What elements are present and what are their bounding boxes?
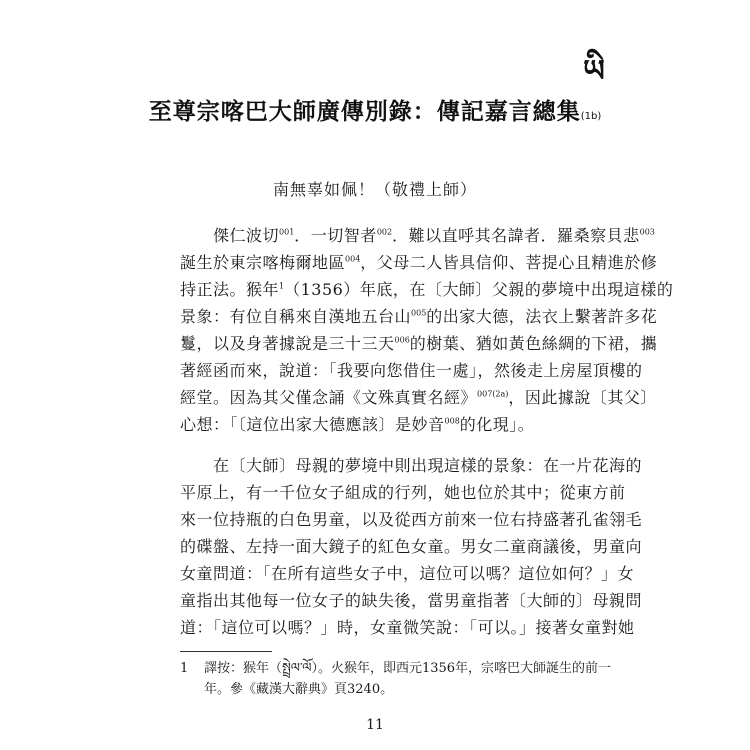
text-line (180, 614, 635, 641)
footnote-marker: 008 (444, 416, 460, 426)
text-line (180, 276, 674, 303)
text-line (180, 411, 580, 438)
footnote-marker: 005 (411, 308, 427, 318)
footnote-marker: 002 (376, 227, 393, 237)
text-run: 傑仁波切 (180, 226, 280, 245)
text-run: 經堂。因為其父僅念誦《文殊真實名經》 (180, 388, 478, 407)
text-run: 誕生於東宗喀梅爾地區 (180, 253, 346, 272)
text-line (180, 222, 655, 249)
text-line (180, 587, 643, 614)
footnote-rule (180, 651, 272, 652)
page-number: 11 (366, 717, 384, 733)
text-run: 心想：「〔這位出家大德應該〕是妙音 (180, 415, 445, 434)
text-line (180, 357, 643, 384)
corner-mark: ཡི (583, 54, 602, 89)
paragraph-2 (180, 452, 643, 641)
text-run: 的樹葉、猶如黃色絲綢的下裙，攜 (409, 334, 658, 353)
footnote-line: 譯按：猴年（སྤྲེལ་ལོ）。火猴年，即西元1356年，宗喀巴大師誕生的前一 (204, 661, 612, 676)
text-line (180, 533, 643, 560)
footnote-marker: 004 (345, 254, 361, 264)
text-run: 著經函而來，說道：「我要向您借住一處」，然後走上房屋頂樓的 (180, 361, 643, 380)
footnote-marker: 006 (394, 335, 410, 345)
footnote-marker: 001 (279, 227, 295, 237)
text-run: 女童問道：「在所有這些女子中，這位可以嗎？這位如何？」女 (180, 564, 635, 583)
text-run: （1356）年底，在〔大師〕父親的夢境中出現這樣的 (284, 280, 674, 299)
page-title-text: 至尊宗喀巴大師廣傳別錄：傳記嘉言總集 (148, 99, 581, 125)
text-line (180, 249, 658, 276)
footnote-marker: 007(2a) (477, 389, 509, 399)
text-run: ．一切智者 (294, 226, 377, 245)
text-run: 的碟盤、左持一面大鏡子的紅色女童。男女二童商議後，男童向 (180, 537, 643, 556)
footnote-marker: 003 (639, 227, 655, 237)
text-line (180, 506, 643, 533)
page-title (0, 93, 750, 126)
text-run: 的化現」。 (459, 415, 535, 434)
text-line (180, 330, 658, 357)
text-line (180, 384, 657, 411)
text-run: ，因此據說〔其父〕 (508, 388, 657, 407)
text-run: 平原上，有一千位女子組成的行列，她也位於其中；從東方前 (180, 483, 626, 502)
footnote-number: 1 (180, 661, 189, 676)
text-run: 景象：有位自稱來自漢地五台山 (180, 307, 412, 326)
text-line (180, 303, 658, 330)
text-run: 持正法。猴年 (180, 280, 280, 299)
text-run: 道：「這位可以嗎？」時，女童微笑說：「可以。」接著女童對她 (180, 618, 635, 637)
text-line (180, 479, 626, 506)
invocation: 南無辜如佩！（敬禮上師） (272, 180, 477, 199)
title-marker: (1b) (580, 111, 602, 122)
footnote-marker: 1 (279, 281, 285, 291)
footnote-line: 年。參《藏漢大辭典》頁3240。 (204, 682, 394, 697)
text-run: ．難以直呼其名諱者．羅桑察貝悲 (392, 226, 640, 245)
text-line (180, 452, 643, 479)
paragraph-1 (180, 222, 674, 438)
text-line (180, 560, 635, 587)
footnote-body (204, 658, 612, 700)
text-run: 的出家大德，法衣上繫著許多花 (426, 307, 658, 326)
text-run: 童指出其他每一位女子的缺失後，當男童指著〔大師的〕母親問 (180, 591, 643, 610)
text-run: 在〔大師〕母親的夢境中則出現這樣的景象：在一片花海的 (180, 456, 643, 475)
text-run: 鬘，以及身著據說是三十三天 (180, 334, 395, 353)
text-run: ，父母二人皆具信仰、菩提心且精進於修 (360, 253, 658, 272)
text-run: 來一位持瓶的白色男童，以及從西方前來一位右持盛著孔雀翎毛 (180, 510, 643, 529)
